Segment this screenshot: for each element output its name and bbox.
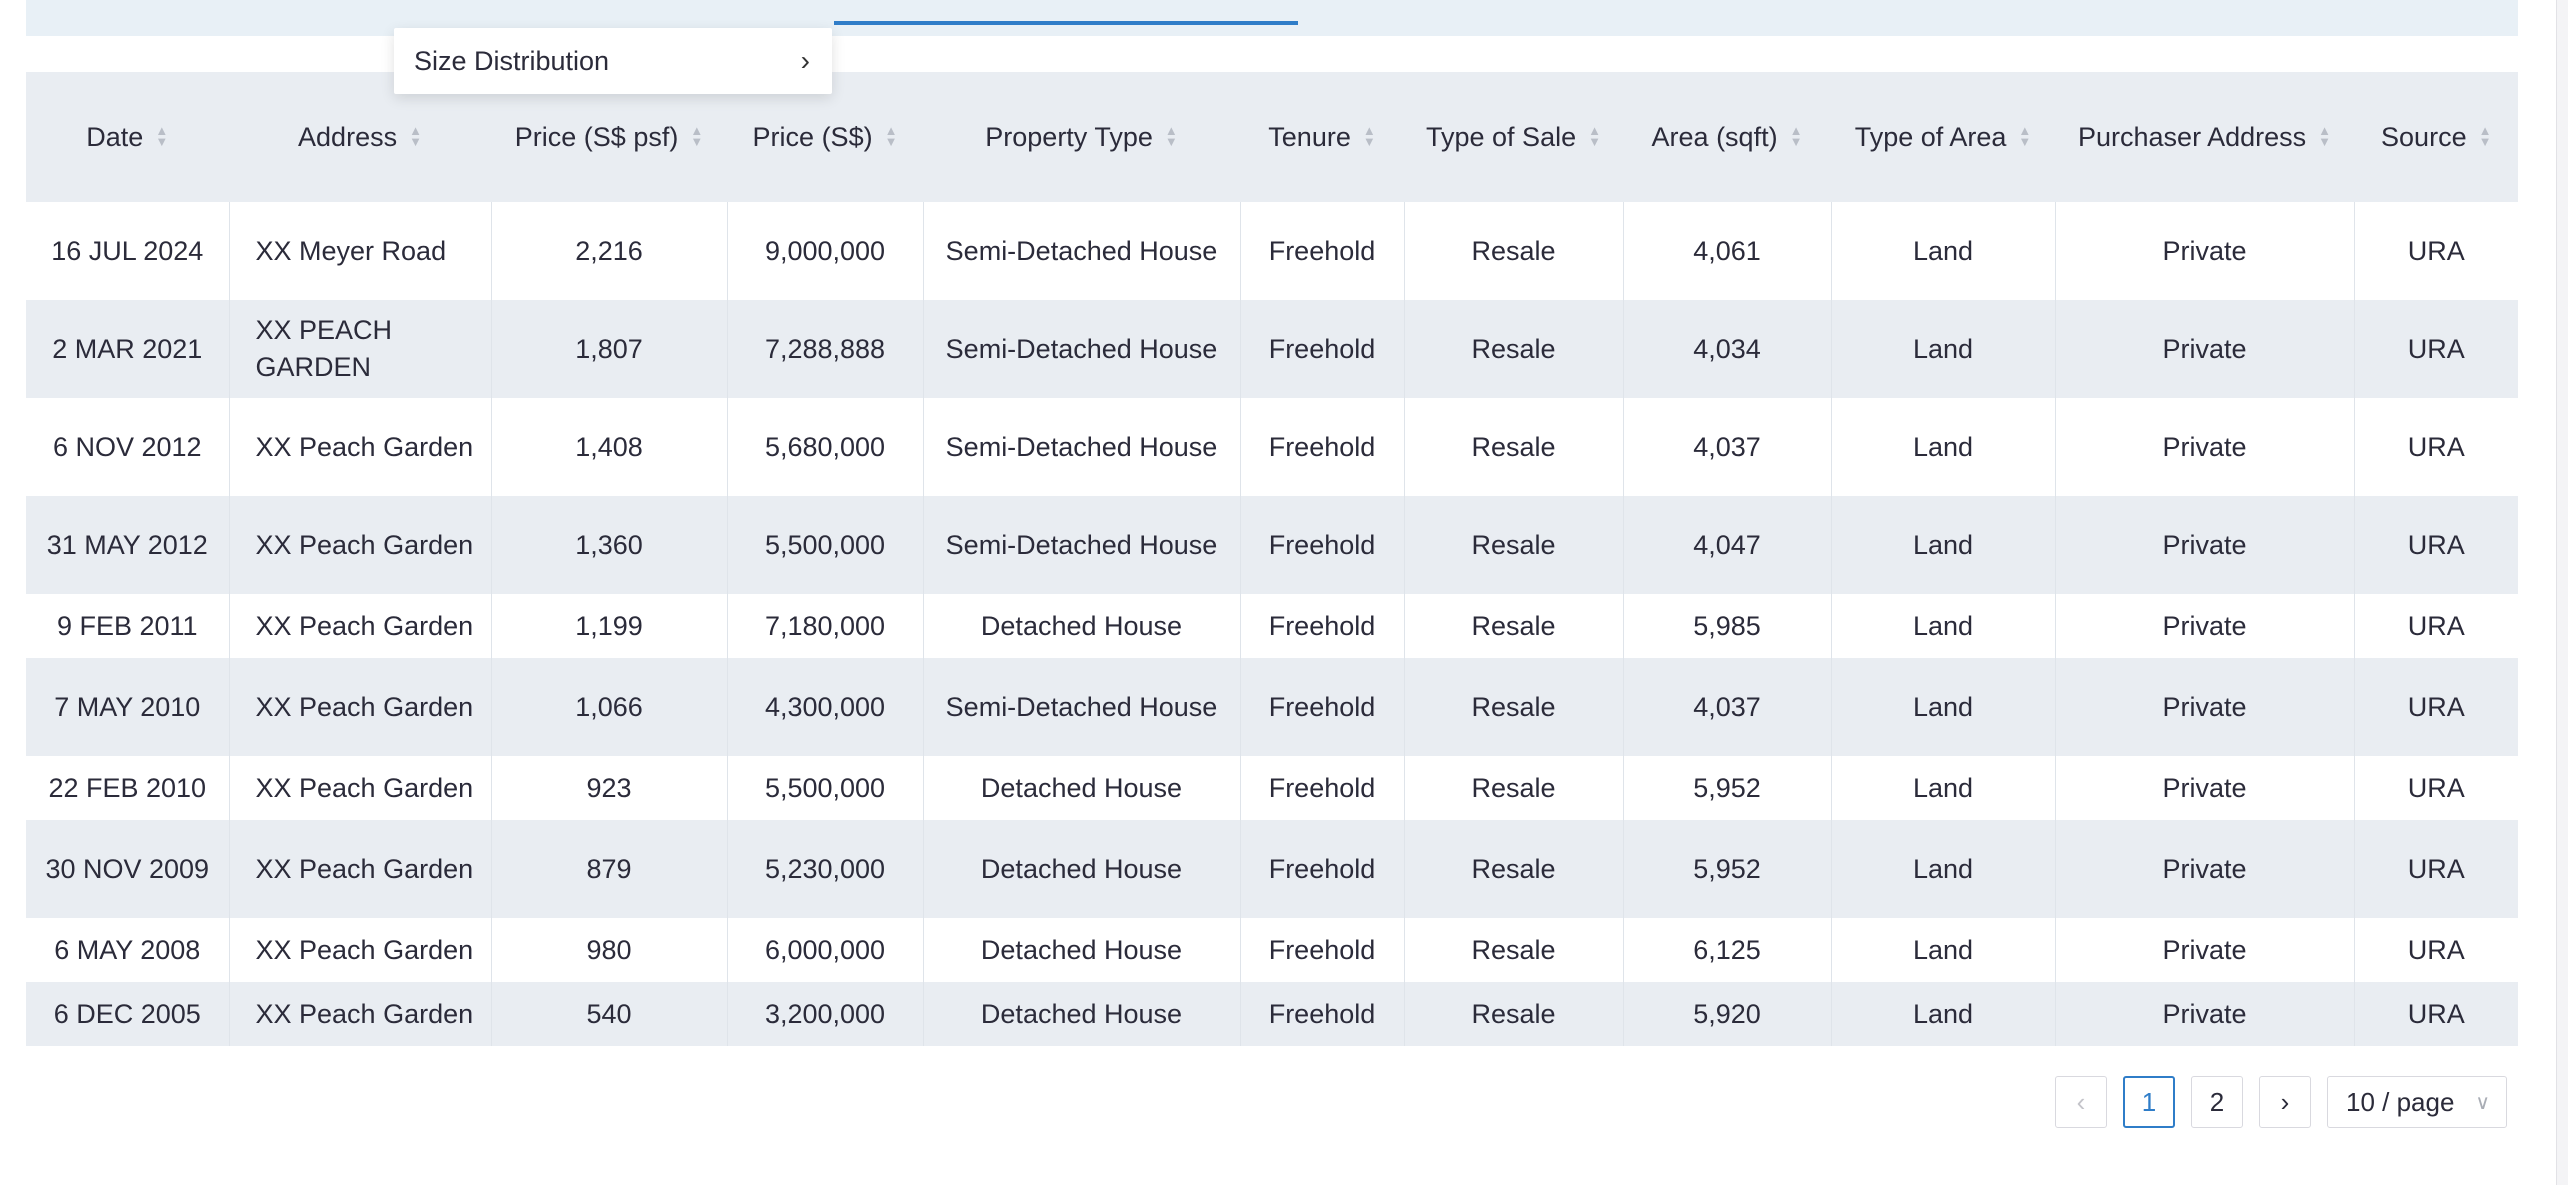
- table-row[interactable]: [26, 918, 2518, 982]
- column-header-label: Area (sqft): [1651, 121, 1778, 152]
- column-header-content: [1413, 119, 1615, 156]
- page-scrollbar[interactable]: [2556, 0, 2568, 1185]
- cell-price-psf: 1,408: [491, 398, 727, 496]
- column-header-content: [2064, 119, 2346, 156]
- cell-type-of-sale: Resale: [1404, 398, 1623, 496]
- cell-property-type: Detached House: [923, 982, 1240, 1046]
- cell-source: URA: [2354, 202, 2518, 300]
- column-header-label: Type of Sale: [1426, 121, 1577, 152]
- sort-icon[interactable]: [2478, 123, 2492, 149]
- cell-type-of-sale: Resale: [1404, 300, 1623, 398]
- column-header-content: [1840, 119, 2047, 156]
- sort-down-icon[interactable]: ▼: [2318, 134, 2331, 149]
- table-row[interactable]: [26, 300, 2518, 398]
- cell-type-of-sale: Resale: [1404, 756, 1623, 820]
- column-header-label: Date: [86, 121, 144, 152]
- column-header-content: [1632, 119, 1823, 156]
- cell-purchaser-address: Private: [2055, 658, 2354, 756]
- cell-area-sqft: 4,061: [1623, 202, 1831, 300]
- cell-price: 6,000,000: [727, 918, 923, 982]
- cell-date: 31 MAY 2012: [26, 496, 229, 594]
- cell-property-type: Semi-Detached House: [923, 202, 1240, 300]
- sort-icon[interactable]: [1789, 123, 1803, 149]
- cell-source: URA: [2354, 820, 2518, 918]
- cell-tenure: Freehold: [1240, 756, 1404, 820]
- sort-up-icon[interactable]: ▲: [690, 123, 704, 138]
- cell-price: 4,300,000: [727, 658, 923, 756]
- cell-address: XX Peach Garden: [229, 398, 491, 496]
- column-header-tenure[interactable]: [1240, 72, 1404, 202]
- cell-purchaser-address: Private: [2055, 202, 2354, 300]
- cell-area-sqft: 4,034: [1623, 300, 1831, 398]
- cell-tenure: Freehold: [1240, 398, 1404, 496]
- cell-property-type: Detached House: [923, 820, 1240, 918]
- cell-type-of-area: Land: [1831, 300, 2055, 398]
- active-tab-underline: [834, 21, 1298, 25]
- column-header-content: [34, 119, 221, 156]
- column-header-label: Purchaser Address: [2078, 121, 2307, 152]
- sort-down-icon[interactable]: ▼: [2018, 134, 2032, 149]
- column-header-label: Type of Area: [1854, 121, 2007, 152]
- cell-price: 5,230,000: [727, 820, 923, 918]
- cell-type-of-sale: Resale: [1404, 658, 1623, 756]
- cell-price-psf: 2,216: [491, 202, 727, 300]
- column-header-label: Source: [2381, 121, 2467, 152]
- cell-purchaser-address: Private: [2055, 496, 2354, 594]
- column-header-label: Price (S$ psf): [514, 121, 679, 152]
- sort-icon[interactable]: [2018, 123, 2032, 149]
- sort-down-icon[interactable]: ▼: [2478, 134, 2492, 149]
- cell-source: URA: [2354, 982, 2518, 1046]
- table-row[interactable]: [26, 658, 2518, 756]
- cell-type-of-area: Land: [1831, 398, 2055, 496]
- sort-up-icon[interactable]: ▲: [1164, 123, 1178, 138]
- cell-property-type: Semi-Detached House: [923, 496, 1240, 594]
- sort-icon[interactable]: [884, 123, 898, 149]
- cell-type-of-sale: Resale: [1404, 918, 1623, 982]
- cell-source: URA: [2354, 300, 2518, 398]
- cell-price-psf: 1,807: [491, 300, 727, 398]
- cell-address: XX Peach Garden: [229, 820, 491, 918]
- cell-date: 9 FEB 2011: [26, 594, 229, 658]
- cell-area-sqft: 4,037: [1623, 398, 1831, 496]
- cell-price-psf: 1,199: [491, 594, 727, 658]
- sort-down-icon[interactable]: ▼: [1164, 134, 1178, 149]
- table-row[interactable]: [26, 982, 2518, 1046]
- cell-purchaser-address: Private: [2055, 300, 2354, 398]
- column-header-source[interactable]: [2354, 72, 2518, 202]
- table-row[interactable]: [26, 820, 2518, 918]
- cell-price: 5,680,000: [727, 398, 923, 496]
- cell-address: XX Peach Garden: [229, 756, 491, 820]
- cell-date: 16 JUL 2024: [26, 202, 229, 300]
- column-header-type-of-area[interactable]: [1831, 72, 2055, 202]
- page-button-1[interactable]: 1: [2123, 1076, 2175, 1128]
- cell-type-of-area: Land: [1831, 982, 2055, 1046]
- cell-date: 2 MAR 2021: [26, 300, 229, 398]
- cell-price-psf: 1,066: [491, 658, 727, 756]
- column-header-content: [500, 119, 719, 156]
- table-row[interactable]: [26, 398, 2518, 496]
- transactions-table: [26, 72, 2518, 1046]
- sort-down-icon[interactable]: ▼: [1588, 134, 1601, 149]
- sort-icon[interactable]: [409, 123, 422, 149]
- prev-page-button[interactable]: [2055, 1076, 2107, 1128]
- cell-tenure: Freehold: [1240, 300, 1404, 398]
- page-size-label: 10 / page: [2346, 1086, 2455, 1117]
- table-row[interactable]: [26, 202, 2518, 300]
- cell-address: XX PEACH GARDEN: [229, 300, 491, 398]
- cell-type-of-sale: Resale: [1404, 496, 1623, 594]
- sort-up-icon[interactable]: ▲: [2318, 123, 2331, 138]
- column-header-content: [736, 119, 915, 156]
- column-header-label: Address: [298, 121, 398, 152]
- column-header-area-sqft[interactable]: [1623, 72, 1831, 202]
- table-row[interactable]: [26, 756, 2518, 820]
- cell-date: 6 MAY 2008: [26, 918, 229, 982]
- cell-type-of-sale: Resale: [1404, 982, 1623, 1046]
- cell-property-type: Semi-Detached House: [923, 398, 1240, 496]
- table-row[interactable]: [26, 496, 2518, 594]
- sort-icon[interactable]: [1588, 123, 1601, 149]
- sort-down-icon[interactable]: ▼: [884, 134, 898, 149]
- cell-date: 30 NOV 2009: [26, 820, 229, 918]
- sort-up-icon[interactable]: ▲: [155, 123, 169, 138]
- cell-purchaser-address: Private: [2055, 756, 2354, 820]
- cell-property-type: Detached House: [923, 594, 1240, 658]
- cell-price-psf: 879: [491, 820, 727, 918]
- cell-price-psf: 923: [491, 756, 727, 820]
- cell-address: XX Meyer Road: [229, 202, 491, 300]
- cell-price: 3,200,000: [727, 982, 923, 1046]
- sort-down-icon[interactable]: ▼: [1362, 134, 1376, 149]
- sort-up-icon[interactable]: ▲: [2478, 123, 2492, 138]
- cell-price: 7,180,000: [727, 594, 923, 658]
- chevron-right-icon: ›: [2280, 1086, 2290, 1117]
- cell-date: 22 FEB 2010: [26, 756, 229, 820]
- cell-type-of-sale: Resale: [1404, 820, 1623, 918]
- page-size-select[interactable]: [2327, 1076, 2507, 1128]
- sort-icon[interactable]: [2318, 123, 2331, 149]
- cell-type-of-area: Land: [1831, 820, 2055, 918]
- sort-down-icon[interactable]: ▼: [409, 134, 422, 149]
- dropdown-menu-item-size-distribution[interactable]: [394, 28, 832, 94]
- cell-source: URA: [2354, 756, 2518, 820]
- column-header-content: [1249, 119, 1396, 156]
- sort-icon[interactable]: [1362, 123, 1376, 149]
- page-button-2[interactable]: 2: [2191, 1076, 2243, 1128]
- sort-down-icon[interactable]: ▼: [1789, 134, 1803, 149]
- cell-source: URA: [2354, 496, 2518, 594]
- cell-type-of-sale: Resale: [1404, 594, 1623, 658]
- cell-tenure: Freehold: [1240, 594, 1404, 658]
- cell-source: URA: [2354, 594, 2518, 658]
- cell-area-sqft: 5,952: [1623, 756, 1831, 820]
- cell-purchaser-address: Private: [2055, 398, 2354, 496]
- cell-price: 5,500,000: [727, 496, 923, 594]
- cell-tenure: Freehold: [1240, 820, 1404, 918]
- column-header-date[interactable]: [26, 72, 229, 202]
- cell-source: URA: [2354, 398, 2518, 496]
- cell-tenure: Freehold: [1240, 202, 1404, 300]
- pagination: [2055, 1076, 2507, 1128]
- chevron-left-icon: ‹: [2076, 1086, 2086, 1117]
- column-header-content: [2363, 119, 2511, 156]
- cell-type-of-area: Land: [1831, 918, 2055, 982]
- cell-area-sqft: 4,047: [1623, 496, 1831, 594]
- cell-type-of-sale: Resale: [1404, 202, 1623, 300]
- cell-type-of-area: Land: [1831, 594, 2055, 658]
- cell-property-type: Semi-Detached House: [923, 658, 1240, 756]
- cell-area-sqft: 4,037: [1623, 658, 1831, 756]
- cell-tenure: Freehold: [1240, 918, 1404, 982]
- cell-purchaser-address: Private: [2055, 594, 2354, 658]
- cell-date: 6 NOV 2012: [26, 398, 229, 496]
- sort-up-icon[interactable]: ▲: [1588, 123, 1601, 138]
- cell-price: 7,288,888: [727, 300, 923, 398]
- column-header-label: Price (S$): [752, 121, 873, 152]
- column-header-purchaser-address[interactable]: [2055, 72, 2354, 202]
- cell-source: URA: [2354, 658, 2518, 756]
- column-header-label: Property Type: [985, 121, 1153, 152]
- cell-area-sqft: 5,985: [1623, 594, 1831, 658]
- sort-icon[interactable]: [690, 123, 704, 149]
- cell-address: XX Peach Garden: [229, 658, 491, 756]
- cell-property-type: Detached House: [923, 918, 1240, 982]
- cell-area-sqft: 5,920: [1623, 982, 1831, 1046]
- cell-price: 5,500,000: [727, 756, 923, 820]
- chevron-down-icon: ∨: [2475, 1091, 2490, 1114]
- sort-up-icon[interactable]: ▲: [2018, 123, 2032, 138]
- transactions-table-wrapper: [26, 72, 2518, 1046]
- cell-type-of-area: Land: [1831, 756, 2055, 820]
- column-header-content: [932, 119, 1232, 156]
- sort-down-icon[interactable]: ▼: [155, 134, 169, 149]
- sort-up-icon[interactable]: ▲: [1362, 123, 1376, 138]
- cell-source: URA: [2354, 918, 2518, 982]
- cell-price-psf: 980: [491, 918, 727, 982]
- cell-tenure: Freehold: [1240, 982, 1404, 1046]
- column-header-content: [238, 119, 483, 156]
- cell-type-of-area: Land: [1831, 658, 2055, 756]
- cell-type-of-area: Land: [1831, 496, 2055, 594]
- sort-up-icon[interactable]: ▲: [1789, 123, 1803, 138]
- cell-purchaser-address: Private: [2055, 820, 2354, 918]
- cell-address: XX Peach Garden: [229, 594, 491, 658]
- sort-down-icon[interactable]: ▼: [690, 134, 704, 149]
- sort-up-icon[interactable]: ▲: [884, 123, 898, 138]
- cell-purchaser-address: Private: [2055, 918, 2354, 982]
- cell-address: XX Peach Garden: [229, 918, 491, 982]
- column-header-label: Tenure: [1268, 121, 1351, 152]
- cell-tenure: Freehold: [1240, 658, 1404, 756]
- cell-property-type: Detached House: [923, 756, 1240, 820]
- cell-address: XX Peach Garden: [229, 982, 491, 1046]
- cell-date: 6 DEC 2005: [26, 982, 229, 1046]
- next-page-button[interactable]: [2259, 1076, 2311, 1128]
- cell-purchaser-address: Private: [2055, 982, 2354, 1046]
- table-row[interactable]: [26, 594, 2518, 658]
- sort-icon[interactable]: [1164, 123, 1178, 149]
- cell-area-sqft: 6,125: [1623, 918, 1831, 982]
- cell-date: 7 MAY 2010: [26, 658, 229, 756]
- cell-address: XX Peach Garden: [229, 496, 491, 594]
- cell-type-of-area: Land: [1831, 202, 2055, 300]
- cell-price-psf: 540: [491, 982, 727, 1046]
- cell-area-sqft: 5,952: [1623, 820, 1831, 918]
- table-body: [26, 202, 2518, 1046]
- cell-property-type: Semi-Detached House: [923, 300, 1240, 398]
- column-header-type-of-sale[interactable]: [1404, 72, 1623, 202]
- sort-icon[interactable]: [155, 123, 169, 149]
- column-header-property-type[interactable]: [923, 72, 1240, 202]
- cell-price-psf: 1,360: [491, 496, 727, 594]
- cell-tenure: Freehold: [1240, 496, 1404, 594]
- cell-price: 9,000,000: [727, 202, 923, 300]
- chevron-right-icon: ›: [800, 45, 810, 76]
- sort-up-icon[interactable]: ▲: [409, 123, 422, 138]
- dropdown-item-label: Size Distribution: [414, 45, 610, 76]
